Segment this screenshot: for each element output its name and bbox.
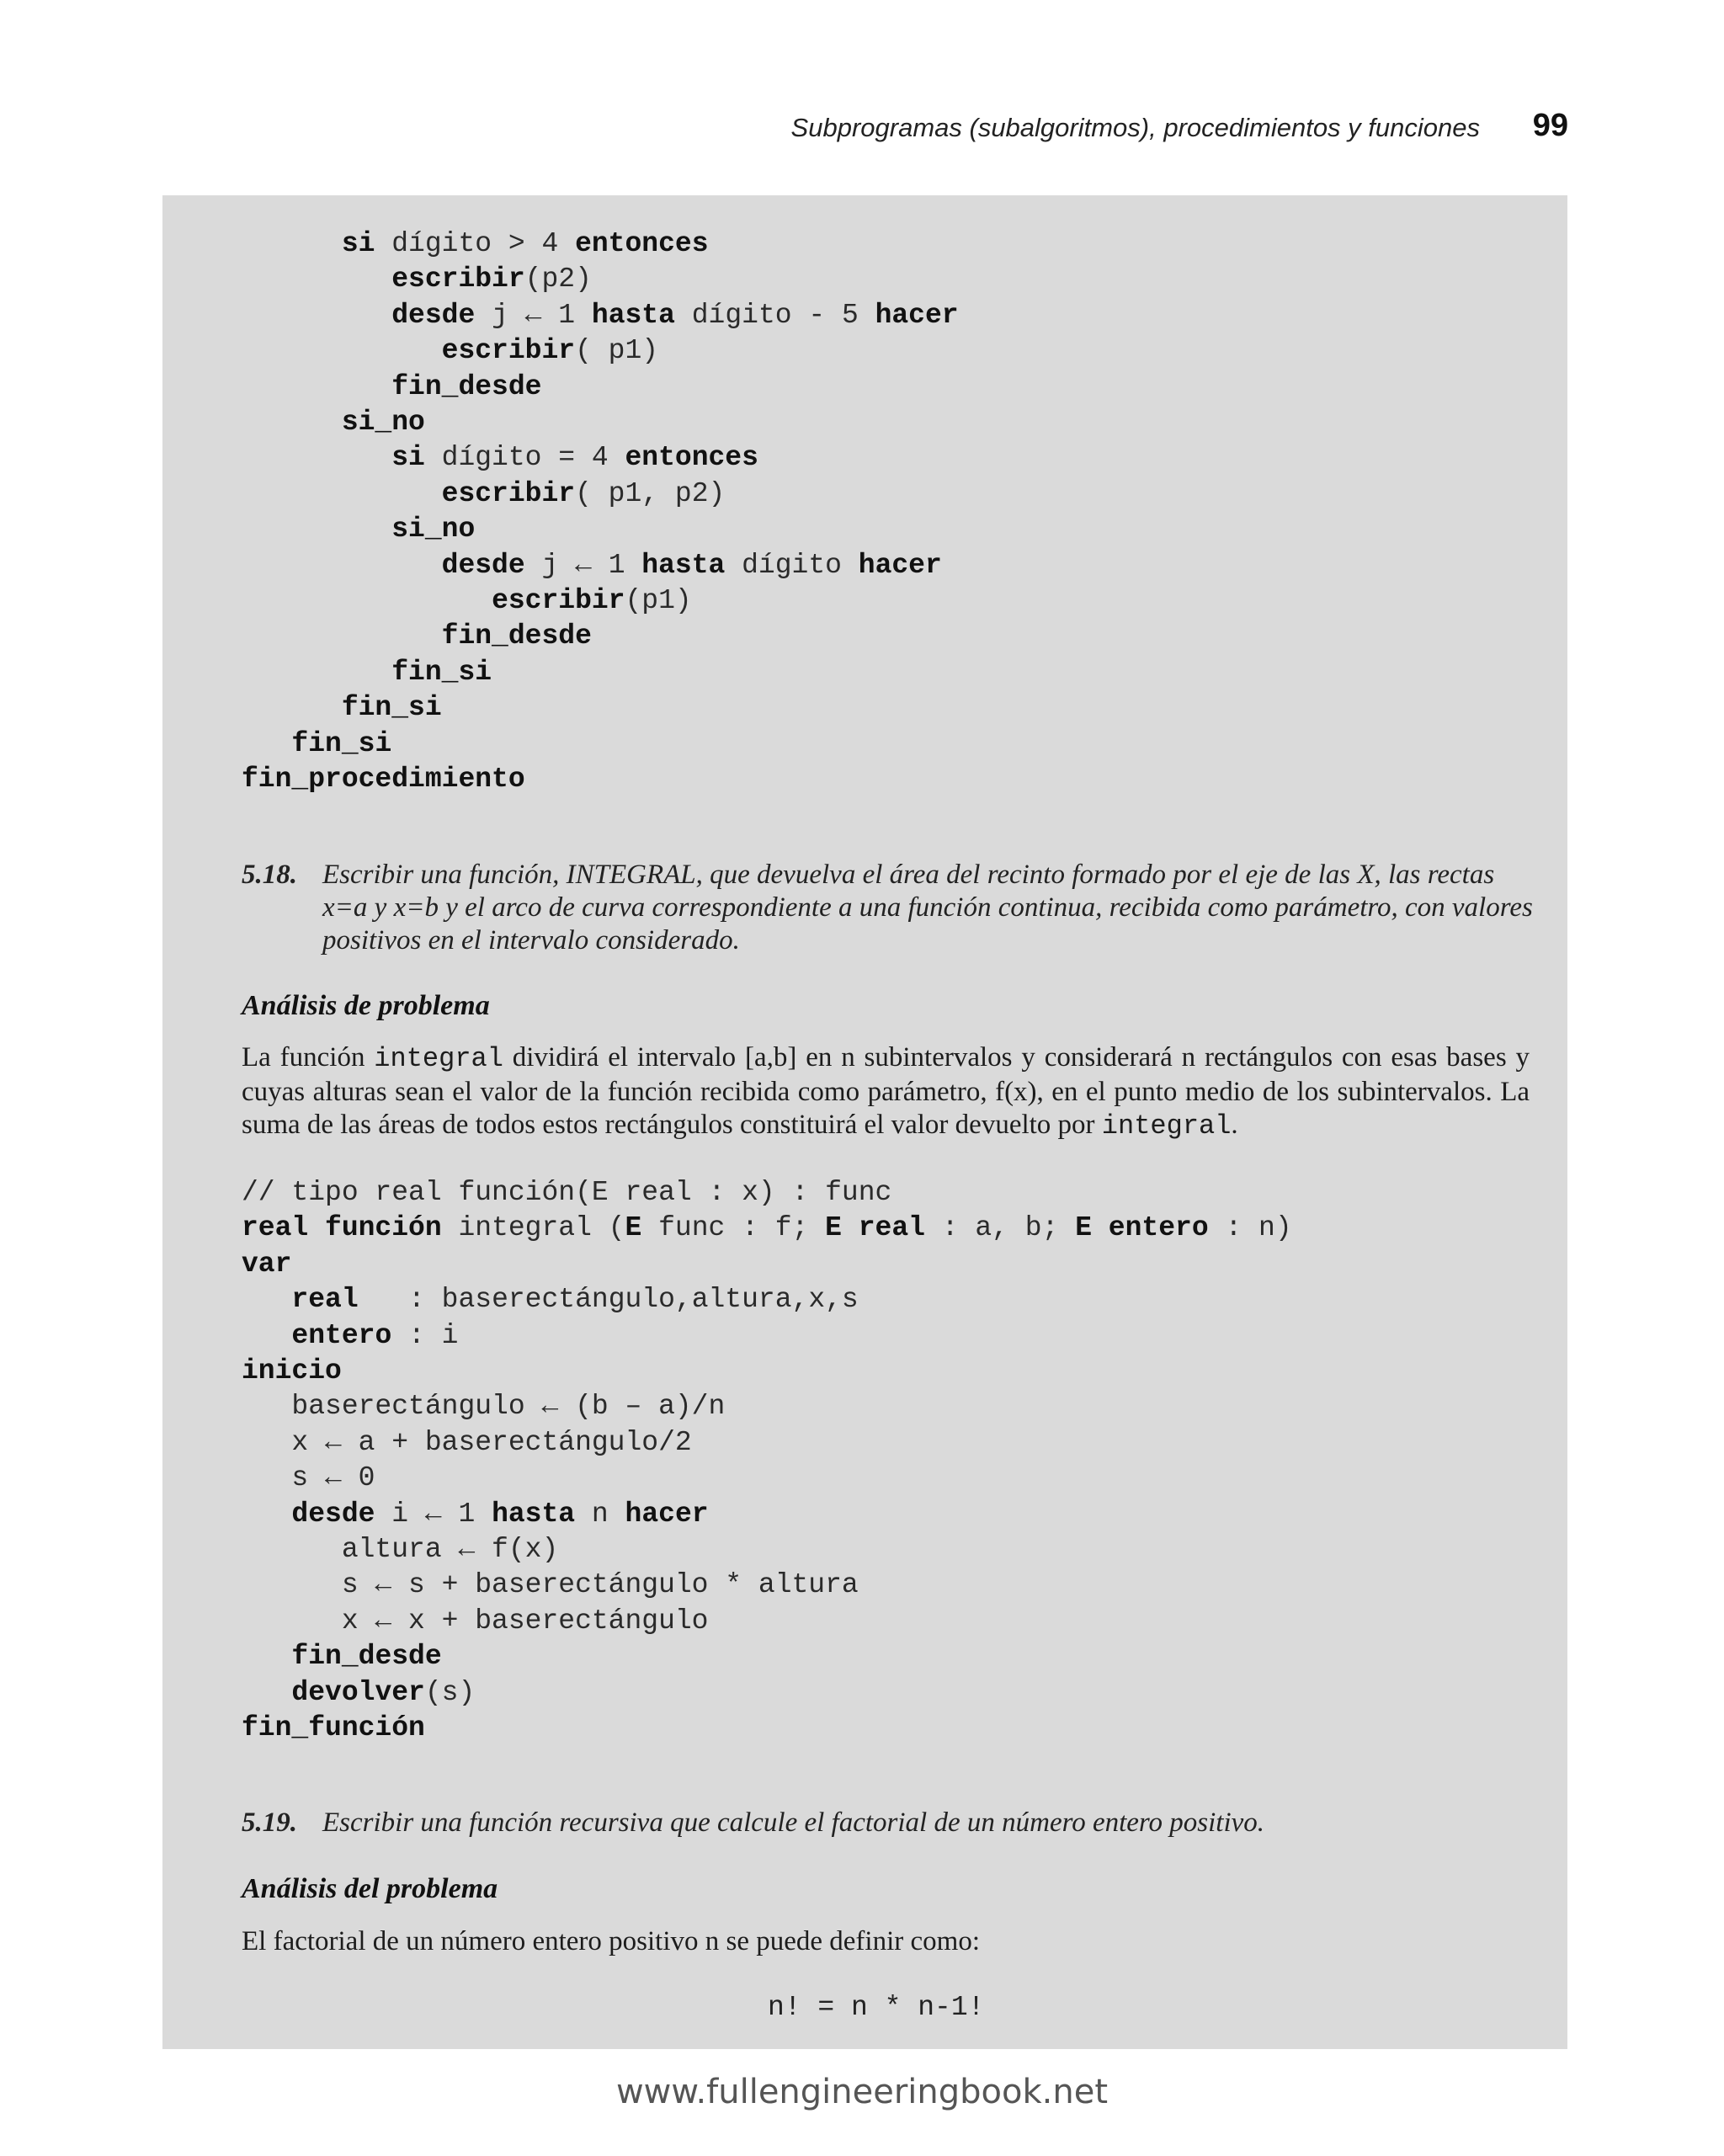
code-keyword: hacer: [858, 549, 942, 581]
code-text: [242, 335, 442, 366]
code-text: // tipo real función(E real : x) : func: [242, 1177, 892, 1208]
code-keyword: hasta: [492, 1498, 576, 1530]
code-keyword: hasta: [591, 299, 675, 331]
code-line: [242, 583, 959, 619]
code-text: altura ← f(x): [242, 1534, 559, 1566]
code-keyword: entero: [291, 1319, 392, 1351]
code-text: [242, 514, 391, 545]
code-text: (s): [424, 1676, 476, 1708]
code-keyword: fin_procedimiento: [242, 764, 525, 796]
code-line: [242, 1568, 1292, 1603]
code-line: [242, 1354, 1292, 1389]
code-text: [242, 478, 442, 509]
code-keyword: E real: [825, 1212, 925, 1244]
code-line: [242, 1318, 1292, 1354]
code-keyword: fin_si: [291, 727, 392, 759]
code-text: : n): [1208, 1212, 1292, 1244]
code-block-integral-function: [242, 1175, 1292, 1747]
code-text: : i: [391, 1319, 459, 1351]
code-text: dígito > 4: [375, 228, 576, 259]
code-keyword: desde: [291, 1498, 375, 1530]
code-line: [242, 762, 959, 797]
code-line: [242, 1211, 1292, 1246]
exercise-number: 5.18.: [242, 860, 297, 890]
code-keyword: fin_si: [391, 656, 492, 688]
code-line: [242, 1175, 1292, 1211]
code-keyword: fin_desde: [441, 620, 592, 652]
code-line: [242, 1711, 1292, 1746]
code-line: [242, 298, 959, 333]
code-keyword: inicio: [242, 1355, 342, 1387]
code-text: s ← s + baserectángulo * altura: [242, 1569, 859, 1601]
code-text: j ← 1: [475, 299, 592, 331]
code-keyword: fin_desde: [291, 1641, 442, 1673]
section-heading-analysis: Análisis de problema: [242, 990, 490, 1021]
exercise-statement: Escribir una función, INTEGRAL, que devuelva el área del recinto formado por el eje de las X, las rectas x=a y x=b y el arco de curva correspondiente a una función continua, recibida como parámetro, con valores positivos en el intervalo considerado.: [322, 860, 1533, 956]
code-line: [242, 1532, 1292, 1568]
code-text: [242, 1641, 291, 1672]
code-keyword: hacer: [625, 1498, 709, 1530]
code-text: [242, 1284, 291, 1315]
factorial-formula: n! = n * n-1!: [768, 1992, 985, 2023]
code-keyword: fin_desde: [391, 370, 542, 402]
code-line: [242, 440, 959, 476]
paragraph-text: .: [1231, 1110, 1238, 1140]
code-line: [242, 1425, 1292, 1461]
code-line: [242, 1282, 1292, 1318]
code-text: [242, 228, 342, 259]
inline-code: integral: [1101, 1110, 1232, 1142]
footer-url: www.fullengineeringbook.net: [615, 2073, 1109, 2111]
code-text: dígito: [725, 549, 859, 581]
analysis-paragraph: El factorial de un número entero positivo n se puede definir como:: [242, 1926, 980, 1956]
code-text: integral (: [441, 1212, 625, 1244]
code-line: [242, 1604, 1292, 1639]
code-keyword: escribir: [391, 264, 525, 295]
code-keyword: real función: [242, 1212, 442, 1244]
code-text: (p2): [524, 264, 592, 295]
code-line: [242, 512, 959, 547]
code-text: [242, 1677, 291, 1708]
code-line: [242, 1675, 1292, 1711]
code-keyword: escribir: [441, 477, 576, 509]
code-line: [242, 333, 959, 369]
code-text: ( p1, p2): [575, 477, 726, 509]
code-keyword: hasta: [641, 549, 726, 581]
running-title: Subprogramas (subalgoritmos), procedimientos y funciones: [790, 113, 1480, 142]
code-text: x ← a + baserectángulo/2: [242, 1426, 692, 1458]
code-keyword: var: [242, 1248, 292, 1280]
code-line: [242, 1497, 1292, 1532]
code-text: [242, 620, 442, 652]
code-text: : a, b;: [924, 1212, 1076, 1244]
code-text: ( p1): [575, 335, 659, 367]
code-text: [242, 407, 342, 438]
code-keyword: escribir: [492, 585, 625, 617]
code-text: [242, 300, 391, 331]
code-keyword: desde: [441, 549, 525, 581]
code-keyword: E entero: [1075, 1212, 1209, 1244]
code-line: [242, 262, 959, 297]
code-text: [242, 657, 391, 688]
code-text: s ← 0: [242, 1462, 375, 1494]
code-keyword: fin_si: [341, 692, 442, 724]
code-line: [242, 619, 959, 654]
running-head: [0, 109, 1724, 152]
code-keyword: si_no: [341, 407, 425, 439]
code-line: [242, 1461, 1292, 1496]
inline-code: integral: [374, 1043, 503, 1074]
code-keyword: desde: [391, 299, 476, 331]
code-text: n: [575, 1498, 625, 1530]
code-keyword: devolver: [291, 1676, 425, 1708]
code-text: func : f;: [641, 1212, 826, 1244]
code-text: [242, 1320, 291, 1351]
code-text: x ← x + baserectángulo: [242, 1605, 709, 1637]
code-text: dígito - 5: [674, 299, 875, 331]
code-text: [242, 550, 442, 581]
code-text: (p1): [625, 585, 692, 617]
code-line: [242, 690, 959, 726]
page-number: 99: [1532, 108, 1568, 143]
code-text: i ← 1: [375, 1498, 492, 1530]
code-keyword: escribir: [441, 335, 576, 367]
code-line: [242, 1639, 1292, 1674]
code-text: [242, 1499, 291, 1530]
code-keyword: E: [625, 1212, 642, 1244]
section-heading-analysis: Análisis del problema: [242, 1873, 498, 1904]
code-text: [242, 264, 391, 295]
exercise-number: 5.19.: [242, 1807, 297, 1838]
code-keyword: hacer: [875, 299, 959, 331]
code-text: : baserectángulo,altura,x,s: [358, 1284, 859, 1316]
exercise-5-19: [242, 1807, 1538, 1839]
code-text: [242, 371, 391, 402]
code-text: [242, 442, 391, 473]
code-keyword: entonces: [625, 442, 758, 474]
code-line: [242, 370, 959, 405]
code-line: [242, 548, 959, 583]
paragraph-text: La función: [242, 1042, 375, 1073]
code-line: [242, 226, 959, 262]
code-keyword: si: [391, 442, 425, 474]
code-text: [242, 585, 492, 616]
code-text: dígito = 4: [424, 442, 625, 474]
code-line: [242, 405, 959, 440]
code-keyword: si: [341, 228, 375, 259]
code-line: [242, 727, 959, 762]
code-text: [242, 728, 291, 759]
code-line: [242, 655, 959, 690]
paragraph-text: dividirá el intervalo [a,b] en n subintervalos y considerará n rectángulos con esas bases y cuyas alturas sean el valor de la función recibida como parámetro, f(x), en el punto medio de los subintervalos. La suma de las áreas de todos estos rectángulos constituirá el valor devuelto por: [242, 1042, 1530, 1140]
code-line: [242, 1389, 1292, 1424]
code-line: [242, 476, 959, 512]
code-keyword: entonces: [575, 228, 709, 259]
code-text: j ← 1: [524, 549, 642, 581]
code-keyword: si_no: [391, 514, 476, 546]
code-keyword: fin_función: [242, 1712, 425, 1744]
code-keyword: real: [291, 1284, 359, 1316]
code-block-procedure-end: [242, 226, 959, 798]
code-line: [242, 1247, 1292, 1282]
code-text: baserectángulo ← (b – a)/n: [242, 1391, 726, 1423]
exercise-5-18: [242, 859, 1538, 957]
analysis-paragraph: [242, 1041, 1530, 1143]
exercise-statement: Escribir una función recursiva que calcule el factorial de un número entero positivo.: [322, 1807, 1265, 1838]
code-text: [242, 692, 342, 723]
